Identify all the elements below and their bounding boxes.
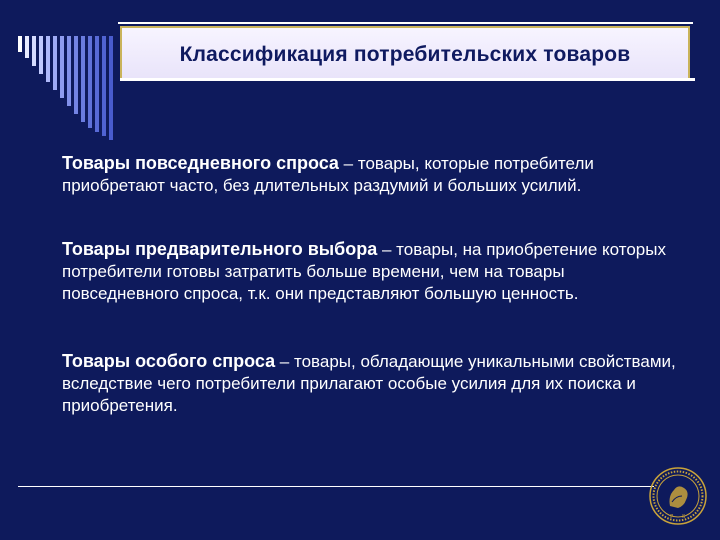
- university-seal-icon: [648, 466, 708, 526]
- definition-special-goods: [62, 350, 682, 417]
- definition-text: – товары, которые потребители приобретают часто, без длительных раздумий и больших усилий.: [62, 154, 594, 195]
- definition-preselected-goods: [62, 238, 682, 305]
- title-underline: [120, 78, 695, 81]
- term-everyday-goods: Товары повседневного спроса: [62, 153, 339, 173]
- title-top-rule: [118, 22, 693, 24]
- svg-text:P: P: [670, 514, 674, 520]
- definition-text: – товары, на приобретение которых потребители готовы затратить больше времени, чем на товары повседневного спроса, т.к. они представляют большую ценность.: [62, 240, 666, 303]
- term-special-goods: Товары особого спроса: [62, 351, 276, 371]
- slide-title: Классификация потребительских товаров: [179, 43, 631, 66]
- definition-text: – товары, обладающие уникальными свойствами, вследствие чего потребители прилагают особые усилия для их поиска и приобретения.: [62, 352, 676, 415]
- svg-text:S: S: [682, 514, 686, 520]
- title-box: [120, 26, 690, 80]
- footer-rule: [18, 486, 654, 487]
- term-preselected-goods: Товары предварительного выбора: [62, 239, 378, 259]
- definition-everyday-goods: [62, 152, 682, 197]
